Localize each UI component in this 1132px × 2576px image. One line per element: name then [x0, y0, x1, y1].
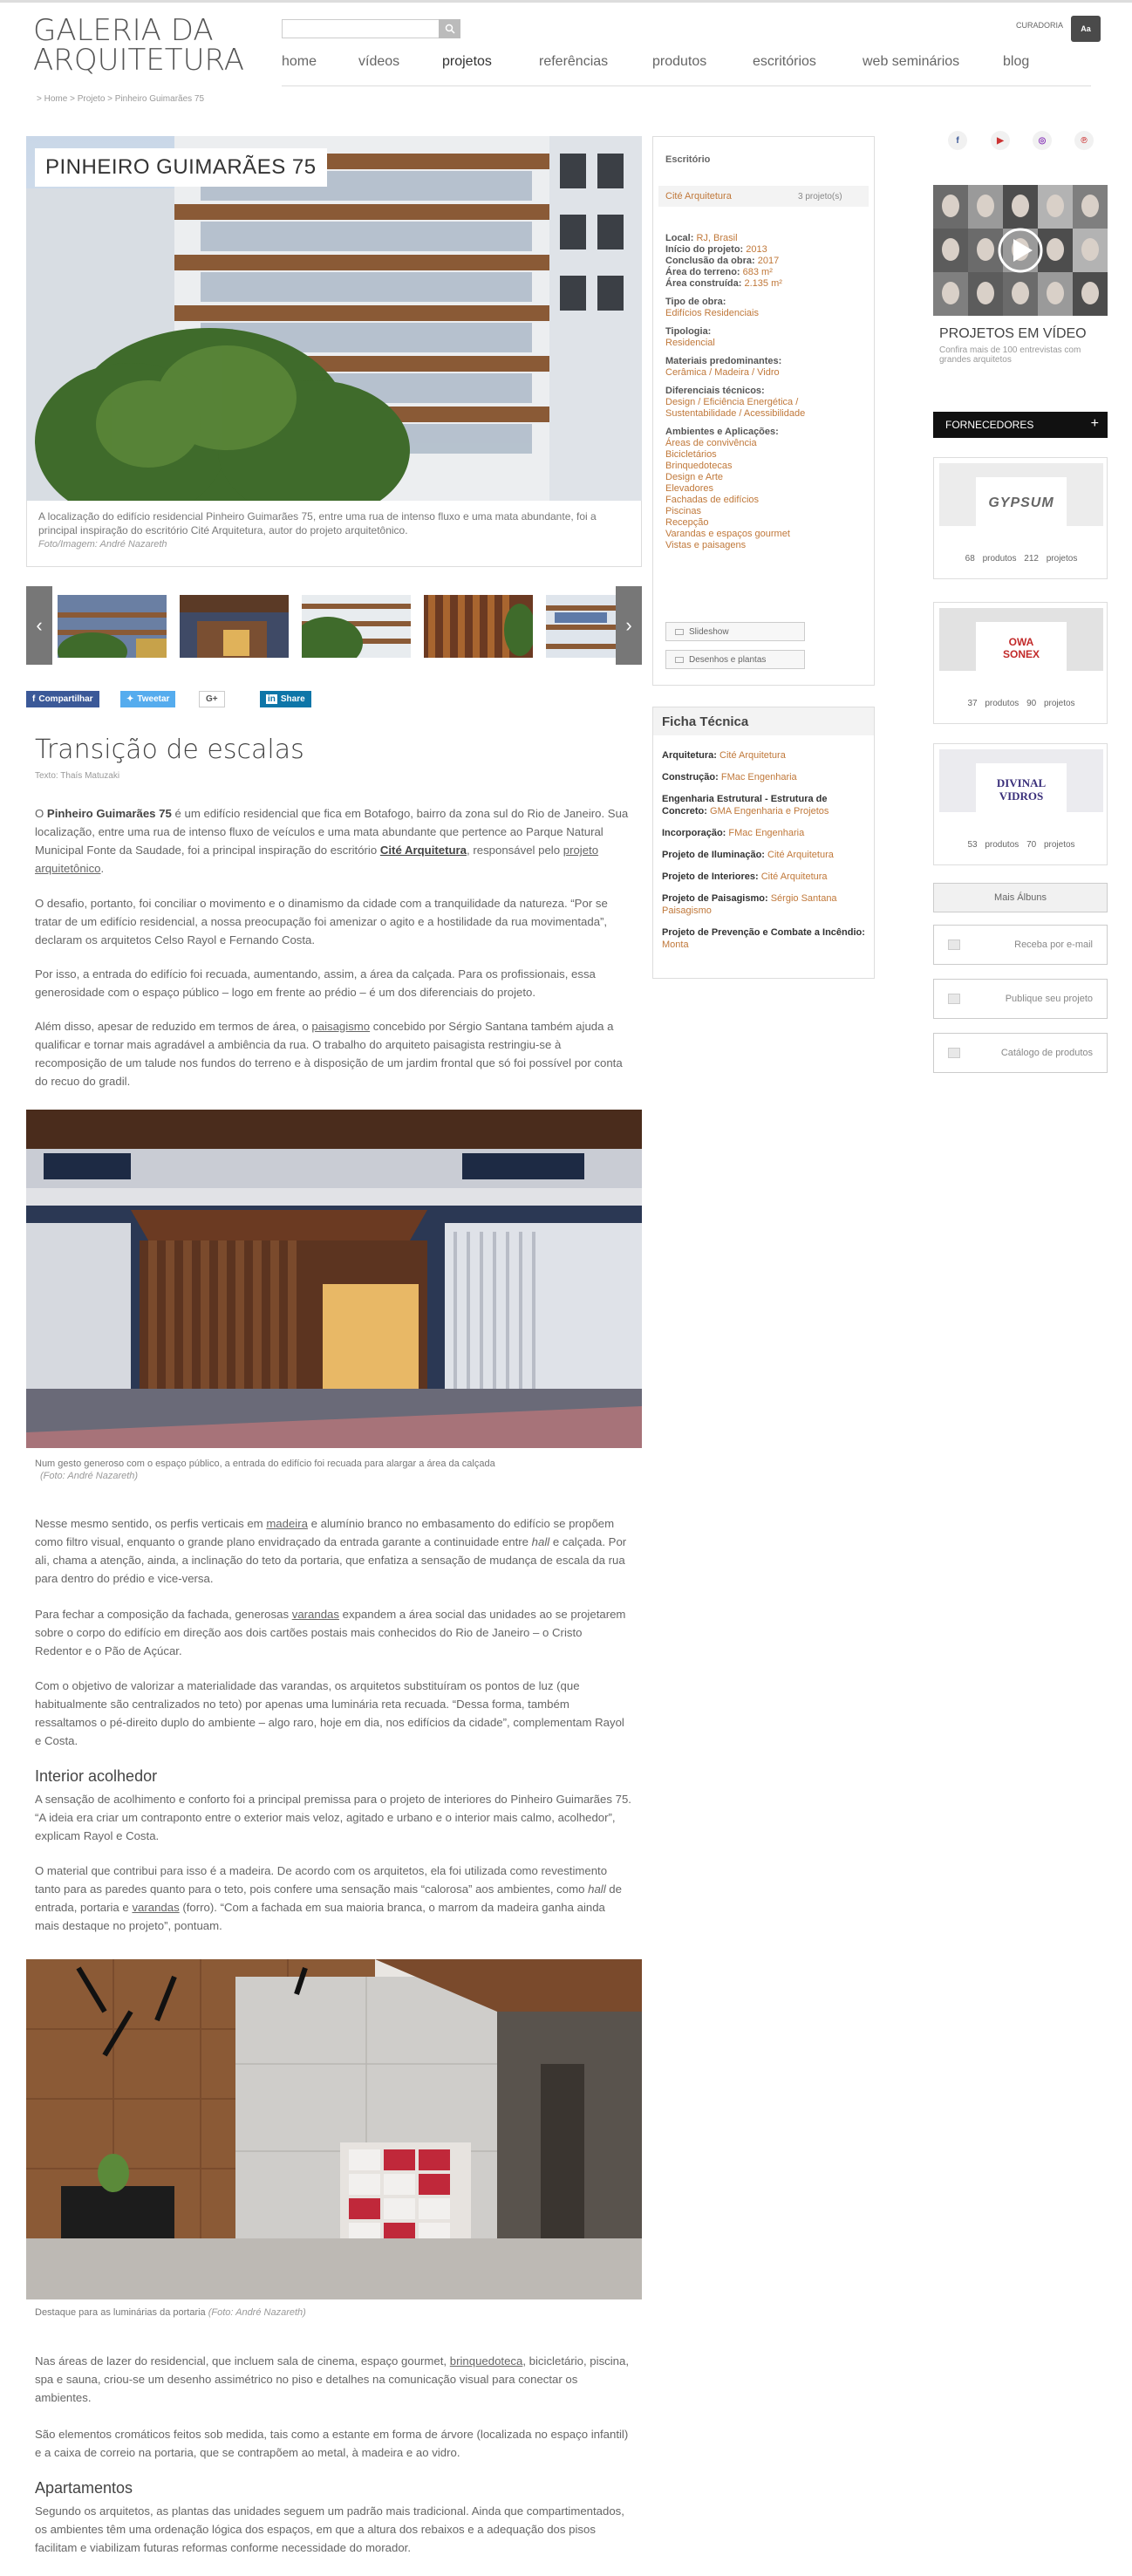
- nav-escritorios[interactable]: escritórios: [753, 54, 816, 69]
- project-info-box: [652, 136, 875, 686]
- catalogo-produtos-button[interactable]: [933, 1033, 1108, 1073]
- conclusao-value: 2017: [757, 256, 780, 266]
- ambiente-item[interactable]: Vistas e paisagens: [665, 540, 747, 550]
- supplier-logo: [976, 763, 1067, 816]
- inicio-value: 2013: [746, 244, 767, 255]
- hero-caption-text: A localização do edifício residencial Pinheiro Guimarães 75, entre uma rua de intenso fluxo e uma mata abundante, foi a principal inspiração do escritório Cité Arquitetura, autor do projeto arquitetônico.: [38, 510, 597, 536]
- hero-image[interactable]: [26, 136, 642, 501]
- link-projeto-arquitetonico[interactable]: projeto arquitetônico: [35, 844, 599, 875]
- facebook-share-label: Compartilhar: [38, 694, 93, 704]
- receba-label: Receba por e-mail: [1014, 940, 1093, 950]
- section-heading-apartamentos: Apartamentos: [35, 2479, 133, 2497]
- top-border: [0, 0, 1132, 3]
- tipologia-label: Tipologia:: [665, 326, 712, 337]
- ambiente-item[interactable]: Design e Arte: [665, 472, 724, 482]
- nav-projetos[interactable]: projetos: [442, 54, 492, 69]
- ficha-row: [662, 892, 867, 917]
- email-icon: [948, 940, 960, 950]
- section-heading-interior: Interior acolhedor: [35, 1767, 158, 1785]
- supplier-name: GYPSUM: [988, 495, 1054, 510]
- facebook-icon[interactable]: f: [948, 131, 967, 150]
- p10-text: , bicicletário, piscina, spa e sauna, criou-se um desenho assimétrico no piso e detalhes na comunicação visual para conectar os ambientes.: [35, 2354, 630, 2404]
- ambientes-label: Ambientes e Aplicações:: [665, 427, 779, 437]
- p1-text: é um edifício residencial que fica em Botafogo, bairro da zona sul do Rio de Janeiro. Sua localização, entre uma rua de intenso fluxo de veículos e uma mata abundante que pertence ao Parque Natural Municipal Fonte da Saudade, foi a principal inspiração do escritório: [35, 807, 629, 857]
- logo-line1: GALERIA DA: [33, 13, 214, 48]
- p5-text: e alumínio branco no embasamento do edifício se propõem como filtro visual, enquanto o grande plano envidraçado da entrada garante a continuidade entre: [35, 1517, 615, 1548]
- ficha-value[interactable]: FMac Engenharia: [728, 828, 805, 838]
- receba-email-button[interactable]: [933, 925, 1108, 965]
- ficha-row: [662, 849, 867, 861]
- supplier-card-divinal-vidros[interactable]: [933, 743, 1108, 865]
- logo-line2: ARQUITETURA: [33, 43, 244, 78]
- desenhos-label: Desenhos e plantas: [689, 654, 767, 665]
- paragraph-2: O desafio, portanto, foi conciliar o movimento e o dinamismo da cidade com a tranquilidade da natureza. “Por se tratar de um edifício residencial, a nossa preocupação foi amenizar o agito e a hostilidade da rua movimentada”, declaram os arquitetos Celso Rayol e Fernando Costa.: [35, 897, 608, 946]
- ficha-value[interactable]: Sérgio Santana Paisagismo: [662, 893, 837, 916]
- supplier-produtos: 68 produtos: [965, 554, 1017, 564]
- paragraph-12: Segundo os arquitetos, as plantas das unidades seguem um padrão mais tradicional. Ainda que compartimentados, os ambientes têm uma ordenação lógica dos espaços, em que a altura dos rebaixos e a adequação dos pisos facilitam e viabilizam futuras reformas conforme necessidade do morador.: [35, 2504, 624, 2554]
- link-brinquedoteca[interactable]: brinquedoteca: [449, 2354, 523, 2368]
- search-icon: [445, 24, 455, 34]
- article-image-lobby[interactable]: [26, 1959, 642, 2299]
- curadoria-logo[interactable]: Aa: [1071, 16, 1101, 42]
- fornecedores-header[interactable]: [933, 412, 1108, 438]
- article-image-facade[interactable]: [26, 1110, 642, 1448]
- figure-2-credit: (Foto: André Nazareth): [208, 2307, 306, 2318]
- supplier-name: DIVINAL VIDROS: [996, 776, 1047, 803]
- facade-photo: [26, 1110, 642, 1448]
- p6-text: Para fechar a composição da fachada, generosas: [35, 1608, 292, 1621]
- desenhos-button[interactable]: [665, 650, 805, 669]
- paragraph-5: [35, 1514, 631, 1588]
- ambiente-item[interactable]: Piscinas: [665, 506, 701, 516]
- hero-caption: [26, 501, 642, 567]
- construida-value: 2.135 m²: [744, 278, 782, 289]
- local-label: Local:: [665, 233, 694, 243]
- ficha-label: Engenharia Estrutural - Estrutura de Concreto:: [662, 794, 828, 817]
- videos-title[interactable]: PROJETOS EM VÍDEO: [939, 326, 1087, 341]
- tipo-value[interactable]: Edifícios Residenciais: [665, 308, 759, 318]
- supplier-stats: [934, 554, 1108, 564]
- facebook-share-button[interactable]: [26, 691, 99, 707]
- supplier-projetos: 90 projetos: [1026, 699, 1075, 708]
- publique-label: Publique seu projeto: [1005, 994, 1093, 1004]
- linkedin-icon: in: [268, 694, 276, 704]
- ficha-value[interactable]: FMac Engenharia: [720, 772, 797, 782]
- link-madeira[interactable]: madeira: [266, 1517, 308, 1530]
- plus-icon[interactable]: +: [1090, 416, 1099, 431]
- nav-produtos[interactable]: produtos: [652, 54, 707, 69]
- diferenciais-label: Diferenciais técnicos:: [665, 386, 765, 396]
- ambiente-item[interactable]: Fachadas de edifícios: [665, 495, 760, 505]
- supplier-logo: [976, 477, 1067, 530]
- link-varandas[interactable]: varandas: [291, 1608, 339, 1621]
- ficha-value[interactable]: Cité Arquitetura: [719, 750, 786, 761]
- paragraph-1: [35, 804, 631, 878]
- thumbnail-strip: [26, 586, 642, 665]
- ficha-row: [662, 771, 867, 783]
- supplier-card-gypsum[interactable]: [933, 457, 1108, 579]
- ficha-label: Projeto de Interiores:: [662, 871, 759, 882]
- twitter-icon: ✦: [126, 694, 134, 704]
- hero-caption-credit: Foto/Imagem: André Nazareth: [38, 539, 167, 550]
- ficha-label: Arquitetura:: [662, 750, 717, 761]
- ambiente-item[interactable]: Elevadores: [665, 483, 714, 494]
- supplier-card-owa-sonex[interactable]: [933, 602, 1108, 724]
- ficha-title: Ficha Técnica: [653, 707, 874, 735]
- pinterest-icon[interactable]: ℗: [1074, 131, 1094, 150]
- materiais-value[interactable]: Cerâmica / Madeira / Vidro: [665, 367, 780, 378]
- slideshow-button[interactable]: [665, 622, 805, 641]
- twitter-share-label: Tweetar: [137, 694, 170, 704]
- supplier-stats: [934, 699, 1108, 708]
- p1-text: O: [35, 807, 47, 820]
- p1-text: , responsável pelo: [467, 844, 563, 857]
- thumbnail-5[interactable]: [546, 595, 616, 658]
- search-input[interactable]: [283, 20, 440, 38]
- ficha-label: Construção:: [662, 772, 719, 782]
- supplier-name: OWA SONEX: [1002, 636, 1040, 660]
- p9-text: O material que contribui para isso é a madeira. De acordo com os arquitetos, ela foi utilizada como revestimento tanto para as paredes quanto para o teto, pois confere uma sensação mais “calorosa” aos ambientes, como: [35, 1864, 608, 1896]
- linkedin-share-button[interactable]: [260, 691, 311, 707]
- tipo-label: Tipo de obra:: [665, 297, 726, 307]
- inicio-label: Início do projeto:: [665, 244, 744, 255]
- terreno-label: Área do terreno:: [665, 267, 740, 277]
- paragraph-6: [35, 1605, 631, 1660]
- p1-text: .: [100, 862, 105, 875]
- office-link[interactable]: Cité Arquitetura: [665, 191, 732, 202]
- paragraph-11: São elementos cromáticos feitos sob medida, tais como a estante em forma de árvore (localizada no espaço infantil) e a caixa de correio na portaria, que se contrapõem ao metal, à madeira e ao vidro.: [35, 2428, 629, 2459]
- p5-hall: hall: [531, 1535, 550, 1548]
- figure-1-credit: [40, 1471, 138, 1481]
- ambiente-item[interactable]: Recepção: [665, 517, 709, 528]
- thumbnail-1[interactable]: [58, 595, 167, 658]
- p9-text: de entrada, portaria e: [35, 1882, 622, 1914]
- project-details: [665, 233, 862, 551]
- instagram-icon[interactable]: ◎: [1033, 131, 1052, 150]
- facebook-icon: f: [32, 694, 36, 704]
- link-paisagismo[interactable]: paisagismo: [311, 1020, 371, 1033]
- video-thumbnail-grid[interactable]: [933, 185, 1108, 316]
- nav-divider: [282, 85, 1091, 86]
- supplier-produtos: 53 produtos: [967, 840, 1019, 850]
- twitter-share-button[interactable]: [120, 691, 175, 707]
- paragraph-8: A sensação de acolhimento e conforto foi a principal premissa para o projeto de interiores do Pinheiro Guimarães 75. “A ideia era criar um contraponto entre o exterior mais veloz, agitado e urbano e o interior mais calmo, acolhedor”, explicam Rayol e Costa.: [35, 1793, 631, 1842]
- ficha-row: [662, 926, 867, 951]
- ficha-label: Projeto de Iluminação:: [662, 850, 765, 860]
- paragraph-4: [35, 1017, 631, 1090]
- architects-photo-grid: [933, 185, 1108, 316]
- fornecedores-label: FORNECEDORES: [945, 419, 1034, 431]
- ficha-label: Projeto de Paisagismo:: [662, 893, 768, 904]
- tipologia-value[interactable]: Residencial: [665, 338, 715, 348]
- ficha-label: Incorporação:: [662, 828, 726, 838]
- youtube-icon[interactable]: ▶: [991, 131, 1010, 150]
- paragraph-3: Por isso, a entrada do edifício foi recuada, aumentando, assim, a área da calçada. Para os profissionais, essa generosidade com o espaço público – logo em frente ao prédio – é um dos diferenciais do projeto.: [35, 967, 596, 999]
- ficha-tecnica: [652, 707, 875, 979]
- nav-web-seminarios[interactable]: web seminários: [863, 54, 960, 69]
- paragraph-7: Com o objetivo de valorizar a materialidade das varandas, os arquitetos substituíram os pontos de luz (que habitualmente são centralizados no teto) por apenas uma luminária reta recuada. “Dessa forma, também ressaltamos o pé-direito duplo do ambiente – algo raro, hoje em dia, nos edifícios da cidade”, complementam Rayol e Costa.: [35, 1679, 624, 1747]
- mais-albuns-button[interactable]: Mais Álbuns: [933, 883, 1108, 912]
- thumbnail-3[interactable]: [302, 595, 411, 658]
- figure-1-caption: Num gesto generoso com o espaço público, a entrada do edifício foi recuada para alargar a área da calçada: [35, 1459, 495, 1469]
- ficha-row: [662, 827, 867, 839]
- supplier-stats: [934, 840, 1108, 850]
- nav-blog[interactable]: blog: [1003, 54, 1030, 69]
- ficha-row: [662, 871, 867, 883]
- project-title: PINHEIRO GUIMARÃES 75: [35, 148, 327, 187]
- ambiente-item[interactable]: Varandas e espaços gourmet: [665, 529, 790, 539]
- p10-text: Nas áreas de lazer do residencial, que incluem sala de cinema, espaço gourmet,: [35, 2354, 450, 2368]
- p5-text: e calçada. Por ali, chama a atenção, ainda, a inclinação do teto da portaria, que enfatiza a sensação de mudança de escala da rua para dentro do prédio e vice-versa.: [35, 1535, 627, 1585]
- lobby-photo: [26, 1959, 642, 2299]
- breadcrumb[interactable]: > Home > Projeto > Pinheiro Guimarães 75: [37, 94, 205, 104]
- publique-projeto-button[interactable]: [933, 979, 1108, 1019]
- link-varandas-2[interactable]: varandas: [132, 1901, 180, 1914]
- nav-videos[interactable]: vídeos: [358, 54, 400, 69]
- materiais-label: Materiais predominantes:: [665, 356, 782, 366]
- p1-project-name: Pinheiro Guimarães 75: [46, 807, 172, 820]
- slideshow-label: Slideshow: [689, 626, 729, 637]
- ficha-value[interactable]: Monta: [662, 940, 689, 950]
- supplier-logo: [976, 622, 1067, 674]
- ambiente-item[interactable]: Brinquedotecas: [665, 461, 733, 471]
- ficha-row: [662, 793, 867, 817]
- prev-arrow-icon[interactable]: ‹: [26, 586, 52, 665]
- paragraph-10: [35, 2352, 631, 2407]
- supplier-produtos: 37 produtos: [967, 699, 1019, 708]
- p4-text: concebido por Sérgio Santana também ajuda a qualificar e tornar mais agradável a ambiência da rua. O trabalho do arquiteto paisagista restringiu-se à recomposição de um talude nos fundos do terreno e à disposição de um jardim frontal que só foi possível por conta do recuo do gradil.: [35, 1020, 623, 1088]
- office-projects-count[interactable]: 3 projeto(s): [798, 192, 842, 202]
- google-plus-label: G+: [206, 694, 218, 704]
- info-heading: Escritório: [665, 154, 711, 165]
- plans-icon: [675, 657, 684, 663]
- ficha-row: [662, 749, 867, 762]
- article-title: Transição de escalas: [35, 735, 304, 765]
- article-author: Texto: Thaís Matuzaki: [35, 771, 120, 781]
- thumbnail-4[interactable]: [424, 595, 533, 658]
- figure-2-caption: [35, 2307, 306, 2318]
- catalogo-label: Catálogo de produtos: [1000, 1048, 1093, 1058]
- figure-2-caption-text: Destaque para as luminárias da portaria: [35, 2307, 206, 2318]
- videos-subtitle: Confira mais de 100 entrevistas com grandes arquitetos: [939, 345, 1081, 365]
- conclusao-label: Conclusão da obra:: [665, 256, 755, 266]
- p9-text: (forro). “Com a fachada em sua maioria branca, o marrom da madeira ganha ainda mais destaque no projeto”, pontuam.: [35, 1901, 605, 1932]
- slideshow-icon: [675, 629, 684, 635]
- curadoria-label: CURADORIA: [1016, 21, 1064, 30]
- ficha-value[interactable]: Cité Arquitetura: [767, 850, 834, 860]
- link-cite-arquitetura[interactable]: Cité Arquitetura: [379, 844, 467, 857]
- thumbnail-2[interactable]: [180, 595, 289, 658]
- ficha-label: Projeto de Prevenção e Combate a Incêndio:: [662, 927, 865, 938]
- figure-1-credit-text: (Foto: André Nazareth): [40, 1471, 139, 1481]
- search-button[interactable]: [439, 19, 460, 38]
- nav-home[interactable]: home: [282, 54, 317, 69]
- p5-text: Nesse mesmo sentido, os perfis verticais em: [35, 1517, 267, 1530]
- linkedin-share-label: Share: [280, 694, 305, 704]
- hero-photo: [26, 136, 642, 501]
- image-icon: [948, 994, 960, 1004]
- p4-text: Além disso, apesar de reduzido em termos de área, o: [35, 1020, 312, 1033]
- p6-text: expandem a área social das unidades ao se projetarem sobre o corpo do edifício em direção aos dois cartões postais mais conhecidos do Rio de Janeiro – o Cristo Redentor e o Pão de Açúcar.: [35, 1608, 626, 1657]
- supplier-projetos: 212 projetos: [1024, 554, 1078, 564]
- ambiente-item[interactable]: Áreas de convivência: [665, 438, 757, 448]
- next-arrow-icon[interactable]: ›: [616, 586, 642, 665]
- supplier-projetos: 70 projetos: [1026, 840, 1075, 850]
- google-plus-button[interactable]: [199, 691, 225, 707]
- site-logo[interactable]: [33, 13, 244, 78]
- ambiente-item[interactable]: Bicicletários: [665, 449, 717, 460]
- grid-icon: [948, 1048, 960, 1058]
- terreno-value: 683 m²: [742, 267, 773, 277]
- local-value: RJ, Brasil: [696, 233, 738, 243]
- diferenciais-value[interactable]: Design / Eficiência Energética / Sustentabilidade / Acessibilidade: [665, 397, 806, 419]
- paragraph-9: [35, 1862, 631, 1935]
- nav-referencias[interactable]: referências: [539, 54, 609, 69]
- p9-hall: hall: [588, 1882, 606, 1896]
- ficha-value[interactable]: GMA Engenharia e Projetos: [710, 806, 829, 817]
- ficha-value[interactable]: Cité Arquitetura: [760, 871, 828, 882]
- search-box: [282, 19, 460, 38]
- construida-label: Área construída:: [665, 278, 742, 289]
